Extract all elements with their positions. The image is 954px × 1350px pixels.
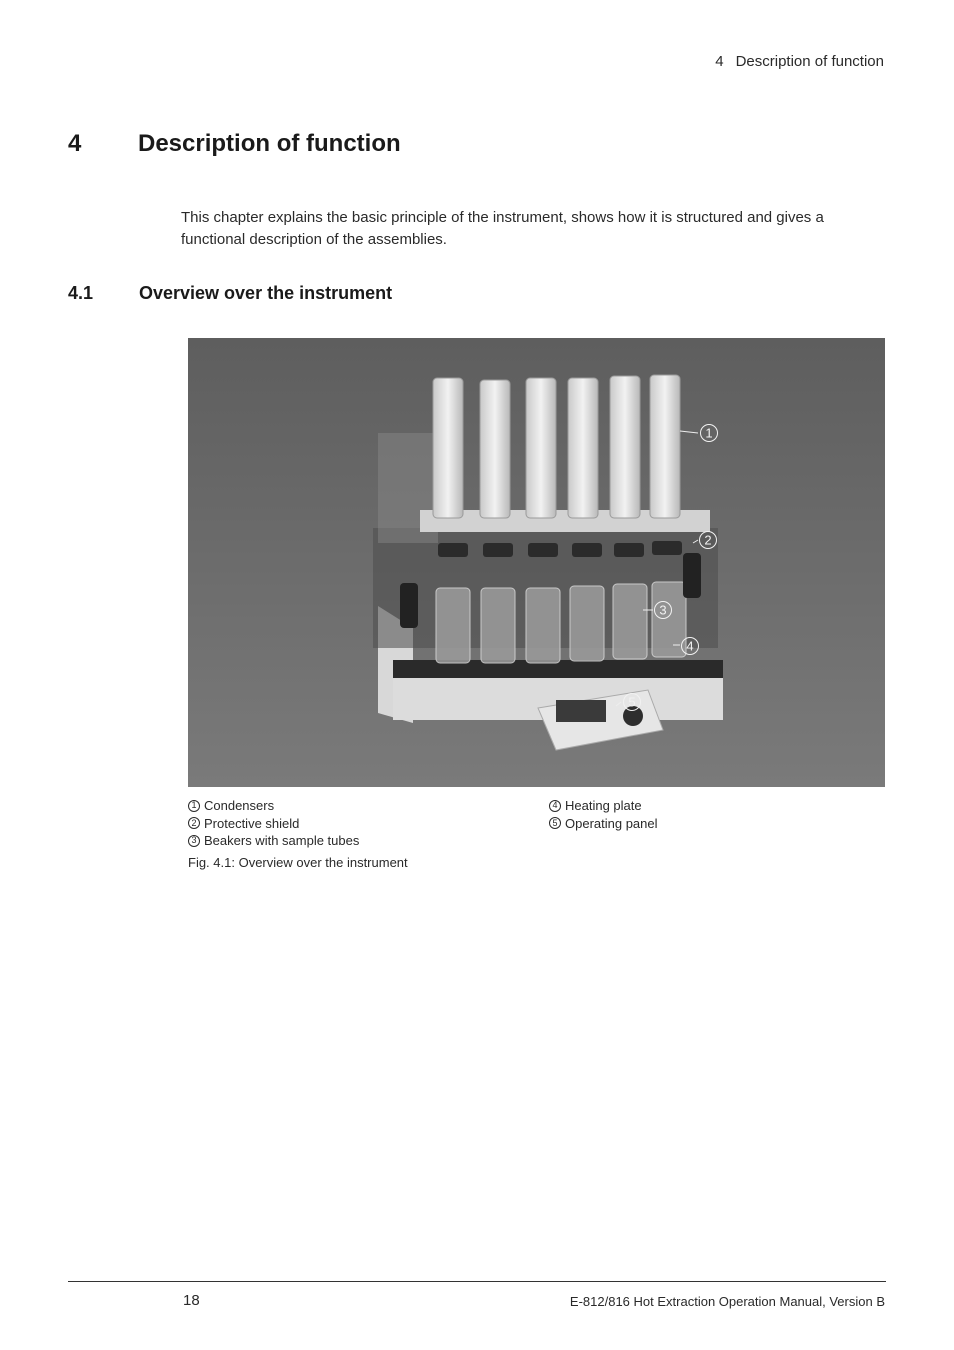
- legend-marker: 3: [188, 835, 200, 847]
- intro-paragraph: This chapter explains the basic principle of the instrument, shows how it is structured and gives a functional description of the assemblies.: [181, 209, 824, 248]
- svg-text:1: 1: [705, 425, 713, 441]
- legend-marker: 5: [549, 817, 561, 829]
- legend-label: Beakers with sample tubes: [204, 833, 360, 848]
- footer-document-title: E-812/816 Hot Extraction Operation Manual, Version B: [569, 1294, 885, 1309]
- footer-divider: [68, 1281, 886, 1282]
- svg-text:3: 3: [659, 602, 667, 618]
- running-header: [715, 53, 884, 70]
- legend-item: [549, 797, 658, 815]
- svg-text:2: 2: [704, 532, 712, 548]
- running-header-number: 4: [715, 53, 724, 70]
- chapter-title: [68, 130, 401, 158]
- svg-text:5: 5: [628, 694, 636, 710]
- instrument-photo: [188, 338, 885, 787]
- legend-column-right: [549, 797, 658, 832]
- legend-item: [188, 797, 359, 815]
- legend-marker: 2: [188, 817, 200, 829]
- chapter-number: 4: [68, 130, 82, 157]
- legend-column-left: [188, 797, 359, 850]
- legend-marker: 1: [188, 800, 200, 812]
- legend-label: Operating panel: [565, 815, 658, 831]
- legend-marker: 4: [549, 800, 561, 812]
- legend-label: Condensers: [204, 798, 275, 813]
- section-title-text: Overview over the instrument: [139, 283, 393, 303]
- page-number: 18: [183, 1292, 200, 1309]
- legend-item: [549, 815, 658, 833]
- chapter-title-text: Description of function: [138, 130, 401, 157]
- section-number: 4.1: [68, 283, 94, 303]
- legend-label: Heating plate: [565, 798, 642, 813]
- legend-item: [188, 832, 359, 850]
- legend-item: [188, 815, 359, 833]
- running-header-title: Description of function: [735, 53, 884, 70]
- legend-label: Protective shield: [204, 815, 300, 831]
- svg-text:4: 4: [686, 638, 694, 654]
- figure-caption: Fig. 4.1: Overview over the instrument: [188, 855, 408, 870]
- section-title: [68, 283, 392, 304]
